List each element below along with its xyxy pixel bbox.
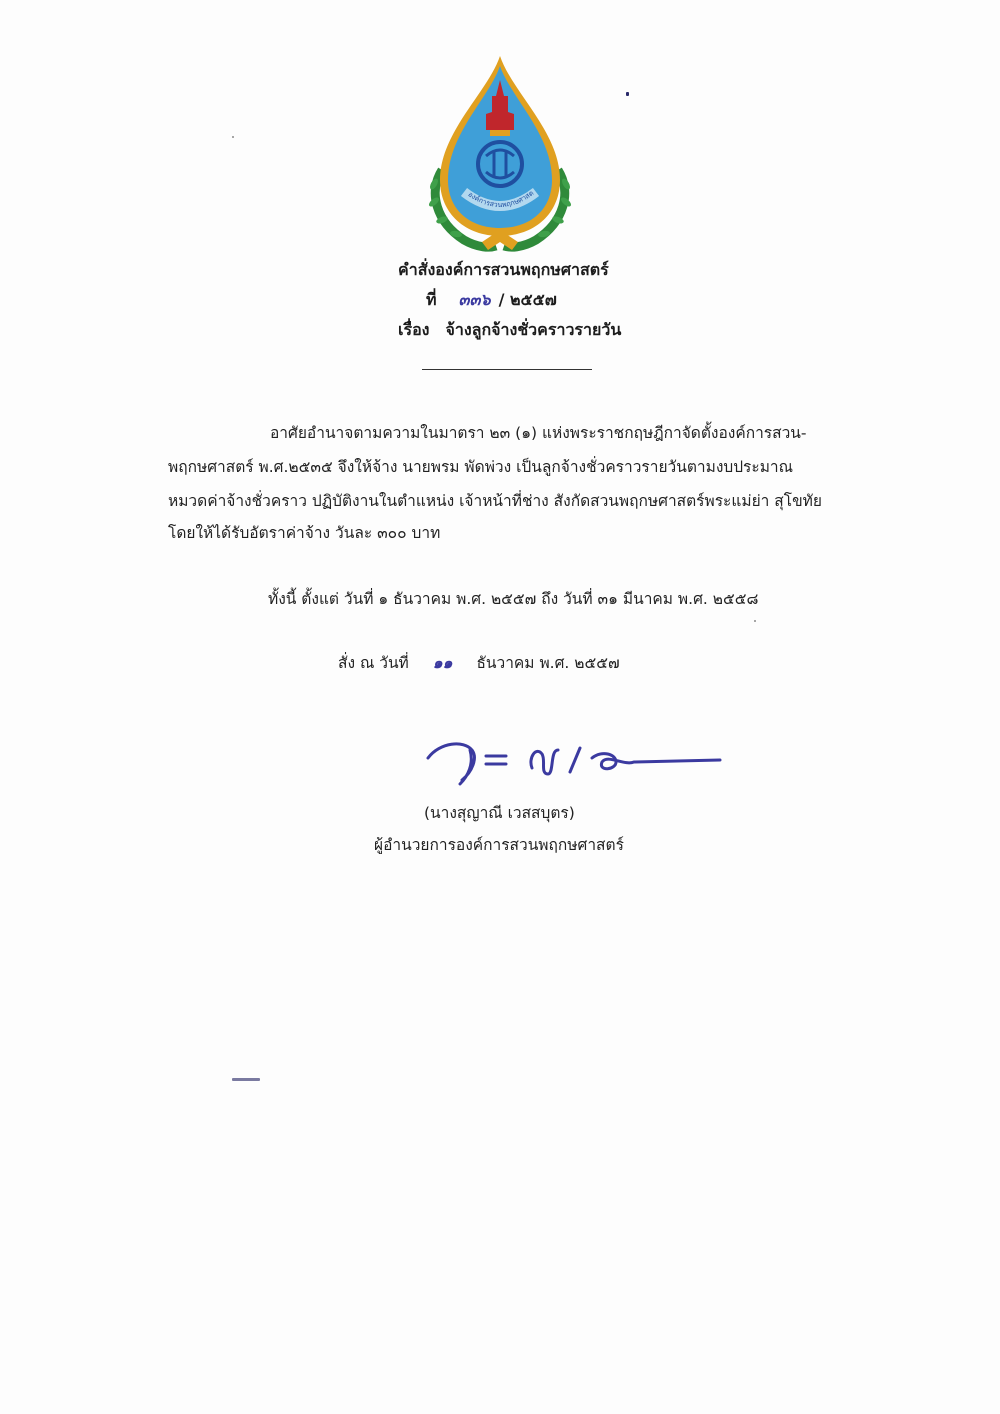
order-date-line: [338, 650, 620, 675]
order-number-line: [426, 288, 557, 313]
order-date-prefix: สั่ง ณ วันที่: [338, 654, 409, 672]
body-line-3: หมวดค่าจ้างชั่วคราว ปฏิบัติงานในตำแหน่ง เจ้าหน้าที่ช่าง สังกัดสวนพฤกษศาสตร์พระแม่ย่า สุโขทัย: [168, 492, 822, 510]
body-line-4: โดยให้ได้รับอัตราค่าจ้าง วันละ ๓๐๐ บาท: [168, 524, 441, 542]
body-line-2: พฤกษศาสตร์ พ.ศ.๒๕๓๕ จึงให้จ้าง นายพรม พัดพ่วง เป็นลูกจ้างชั่วคราวรายวันตามงบประมาณ: [168, 458, 794, 476]
logo-text: องค์การสวนพฤกษศาสต: [466, 189, 536, 210]
handwritten-signature: [420, 728, 730, 790]
scan-speck: [232, 1078, 260, 1081]
subject-text: จ้างลูกจ้างชั่วคราวรายวัน: [445, 320, 622, 339]
scan-speck: [232, 136, 234, 138]
effective-period: ทั้งนี้ ตั้งแต่ วันที่ ๑ ธันวาคม พ.ศ. ๒๕๕๗ ถึง วันที่ ๓๑ มีนาคม พ.ศ. ๒๕๕๘: [268, 590, 759, 608]
order-number-handwritten: ๓๓๖: [458, 290, 491, 309]
scan-speck: [626, 92, 629, 96]
signatory-name: (นางสุญาณี เวสสบุตร): [424, 804, 575, 822]
order-number-prefix: ที่: [426, 290, 437, 309]
order-subject-line: [398, 318, 621, 343]
scan-speck: [754, 620, 756, 622]
botanical-garden-logo: [420, 52, 580, 252]
body-line-1: อาศัยอำนาจตามความในมาตรา ๒๓ (๑) แห่งพระราชกฤษฎีกาจัดตั้งองค์การสวน-: [270, 424, 807, 442]
order-date-month-year: ธันวาคม พ.ศ. ๒๕๕๗: [476, 654, 620, 672]
subject-label: เรื่อง: [398, 320, 430, 339]
order-date-day: ๑๑: [432, 654, 453, 672]
order-number-suffix: / ๒๕๕๗: [498, 290, 557, 309]
order-title: คำสั่งองค์การสวนพฤกษศาสตร์: [398, 260, 609, 279]
header-divider: [422, 369, 592, 370]
signatory-title: ผู้อำนวยการองค์การสวนพฤกษศาสตร์: [374, 836, 624, 854]
